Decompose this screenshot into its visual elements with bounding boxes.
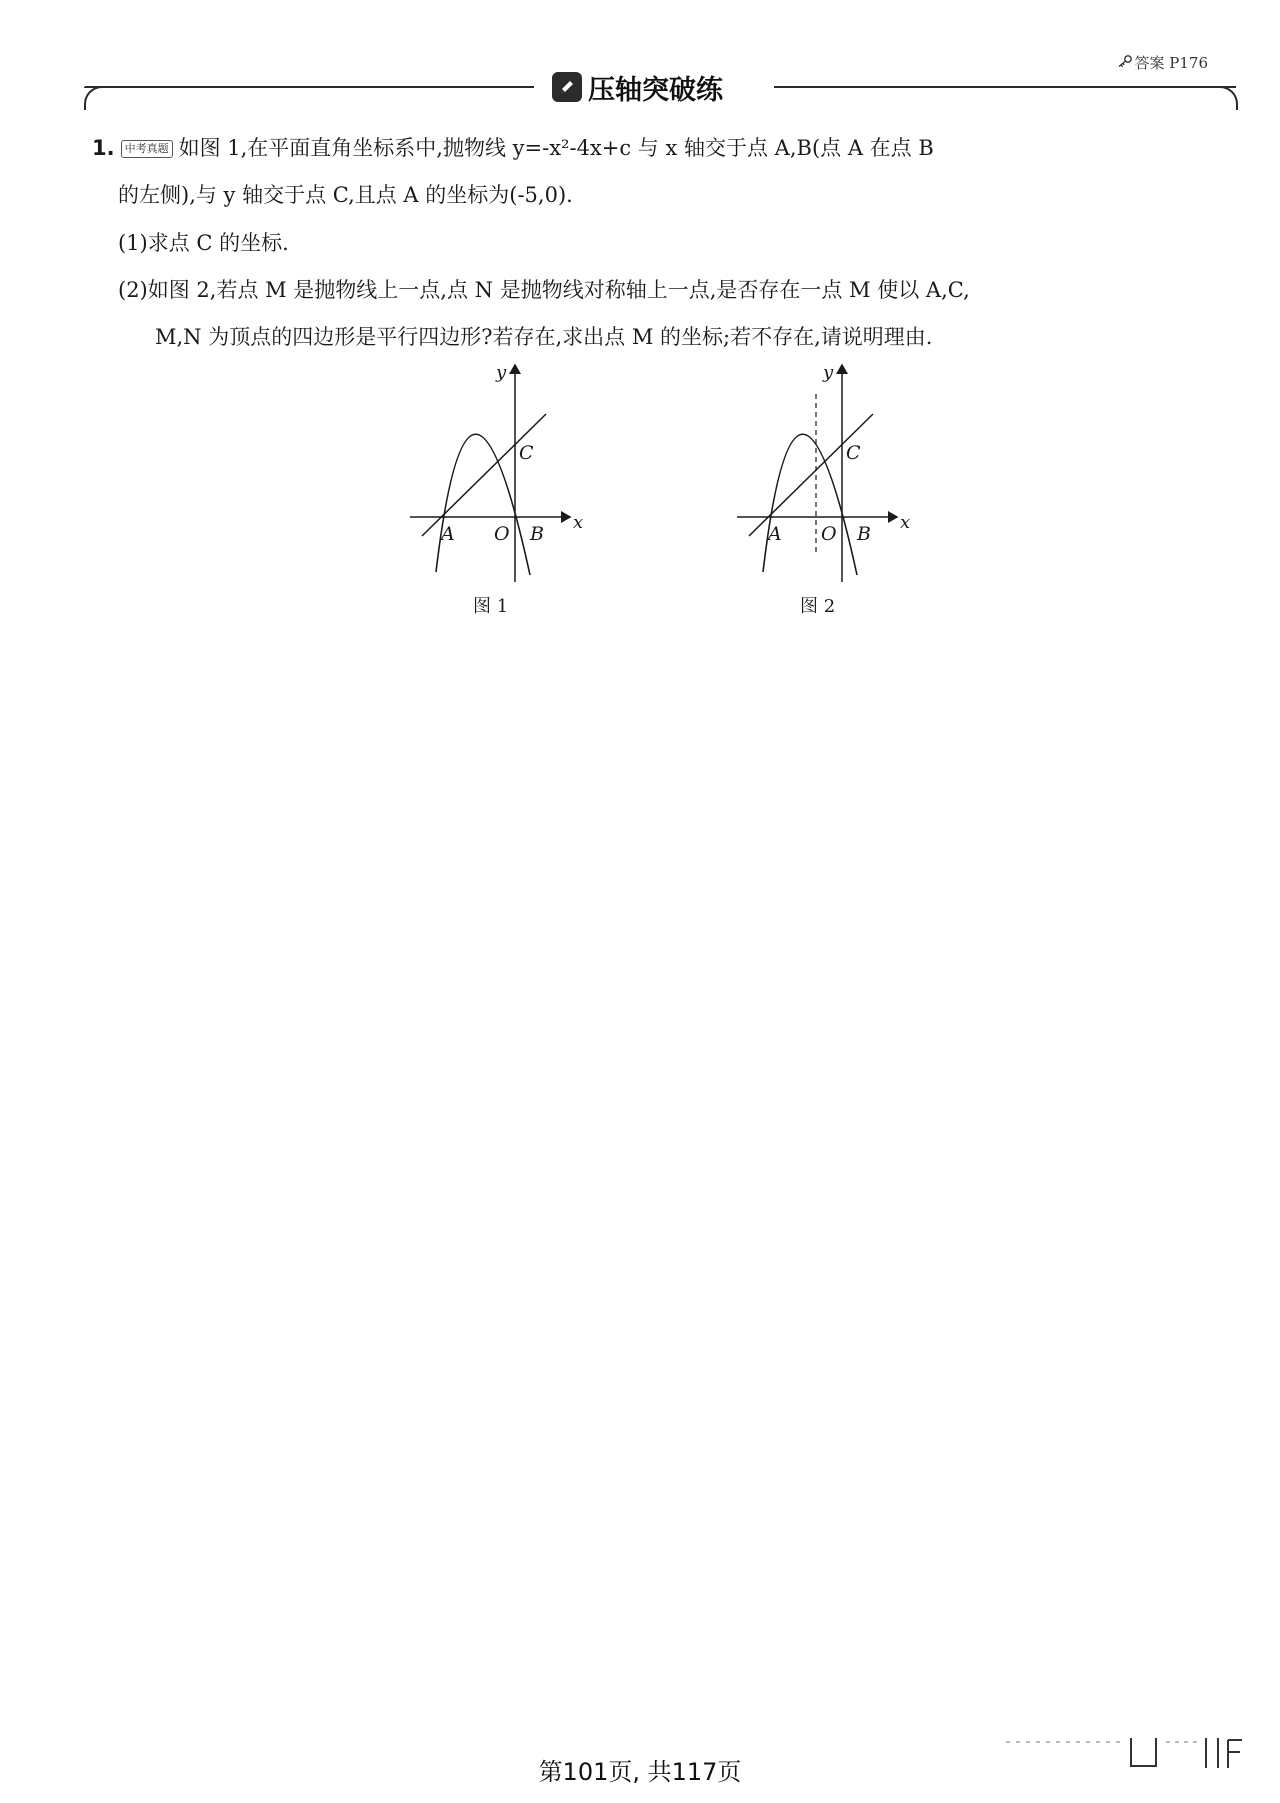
- problem-stem-text-1: 如图 1,在平面直角坐标系中,抛物线 y=-x²-4x+c 与 x 轴交于点 A,B(点 A 在点 B: [178, 136, 934, 160]
- key-icon: [1117, 54, 1133, 72]
- header-rule-right-corner: [1218, 86, 1238, 110]
- y-axis-label: y: [496, 362, 507, 383]
- point-b-label: B: [857, 523, 871, 545]
- section-title-text: 压轴突破练: [588, 74, 723, 106]
- problem-number: 1.: [92, 136, 115, 160]
- point-c-label: C: [519, 442, 534, 464]
- point-a-label: A: [441, 523, 455, 545]
- header-rule-right: [774, 86, 1236, 88]
- origin-label: O: [821, 523, 837, 545]
- section-title: [552, 68, 723, 106]
- problem-part-2-line-2: M,N 为顶点的四边形是平行四边形?若存在,求出点 M 的坐标;若不存在,请说明理由.: [155, 325, 933, 349]
- problem-part-2-line-1: (2)如图 2,若点 M 是抛物线上一点,点 N 是抛物线对称轴上一点,是否存在一点 M 使以 A,C,: [118, 278, 970, 302]
- x-axis-label: x: [573, 512, 584, 533]
- figure-1-caption: 图 1: [473, 596, 509, 617]
- page-indicator: 第101页, 共117页: [538, 1758, 742, 1786]
- problem-stem-line-2: 的左侧),与 y 轴交于点 C,且点 A 的坐标为(-5,0).: [118, 183, 573, 207]
- answer-reference: [1117, 52, 1209, 73]
- problem-stem-line-1: [92, 133, 934, 163]
- figure-1: [400, 360, 600, 590]
- scan-edge-marks: [1006, 1736, 1246, 1776]
- y-axis-label: y: [823, 362, 834, 383]
- x-axis-label: x: [900, 512, 911, 533]
- pencil-icon: [552, 72, 582, 102]
- figure-2: [727, 360, 927, 590]
- problem-source-tag: 中考真题: [121, 140, 173, 158]
- header-rule-left-corner: [84, 86, 104, 110]
- problem-part-1: (1)求点 C 的坐标.: [118, 231, 289, 255]
- point-a-label: A: [768, 523, 782, 545]
- point-c-label: C: [846, 442, 861, 464]
- header-rule-left: [84, 86, 534, 88]
- origin-label: O: [494, 523, 510, 545]
- parabola: [436, 434, 530, 575]
- answer-reference-text: 答案 P176: [1134, 54, 1208, 72]
- parabola: [763, 434, 857, 575]
- point-b-label: B: [530, 523, 544, 545]
- figure-2-caption: 图 2: [800, 596, 836, 617]
